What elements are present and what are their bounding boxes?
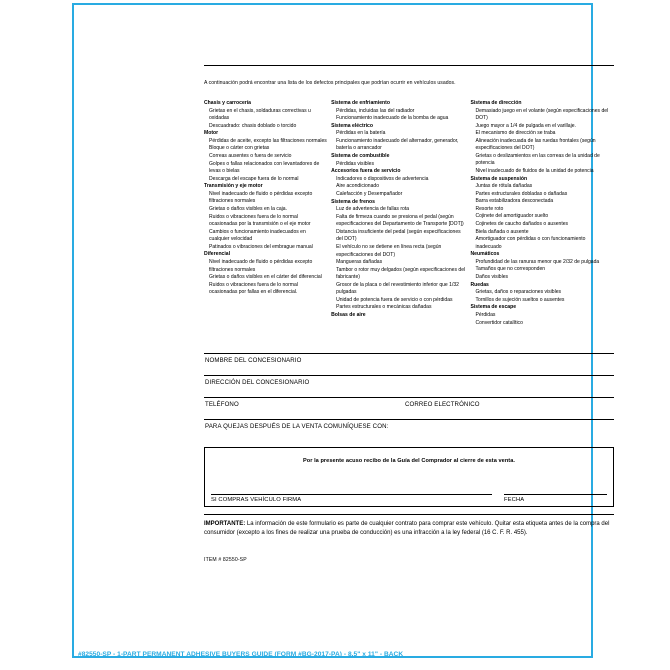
defect-item: Grietas, daños o reparaciones visibles bbox=[475, 289, 562, 296]
defect-group bbox=[470, 176, 610, 252]
intro-paragraph: A continuación podrá encontrar una lista de los defectos principales que podrían ocurrir en vehículos usados. bbox=[204, 80, 456, 86]
defect-item: Pérdidas en la batería bbox=[336, 130, 386, 137]
field-row-contact[interactable] bbox=[204, 397, 614, 419]
defect-group bbox=[470, 304, 610, 327]
defect-group-title: Sistema de enfriamiento bbox=[331, 99, 390, 106]
defect-item: Ruidos o vibraciones fuera de lo normal ocasionadas por la transmisión o el eje motor bbox=[209, 213, 311, 228]
defect-item: Grietas en el chasis, soldaduras correctivas u oxidadas bbox=[209, 107, 311, 122]
document-sheet bbox=[204, 65, 614, 655]
important-label: IMPORTANTE: bbox=[204, 521, 246, 528]
defect-item: Tamaños que no corresponden bbox=[475, 266, 546, 273]
defect-item: Indicadores o dispositivos de advertencia bbox=[336, 175, 429, 182]
defect-item: Falta de firmeza cuando se presiona el pedal (según especificaciones del Departamento de Transporte [DOT]) bbox=[336, 213, 464, 228]
item-number: ITEM # 82550-SP bbox=[204, 556, 247, 563]
defect-group-title: Motor bbox=[204, 130, 219, 137]
defect-item: El mecanismo de dirección se traba bbox=[475, 130, 556, 137]
important-body: La información de este formulario es parte de cualquier contrato para comprar este vehículo. Quitar esta etiqueta antes de la compra del consumidor (excepto a los fines de realizar una prueba de conducción) es una infracción a la ley federal (16 C. F. R. 455). bbox=[204, 521, 610, 537]
defect-group-title: Sistema de suspensión bbox=[470, 175, 528, 182]
defect-group bbox=[331, 100, 466, 123]
defect-item: Partes estructurales o mecánicas dañadas bbox=[336, 304, 432, 311]
defect-item: Funcionamiento inadecuado del alternador, generador, batería o arrancador bbox=[336, 137, 459, 152]
field-row-complaints[interactable] bbox=[204, 419, 614, 441]
defect-group bbox=[331, 199, 466, 313]
field-row-dealer-address[interactable] bbox=[204, 375, 614, 397]
defect-item: Resorte roto bbox=[475, 205, 504, 212]
defect-item: Funcionamiento inadecuado de la bomba de agua bbox=[336, 115, 449, 122]
defect-group-title: Bolsas de aire bbox=[331, 312, 366, 319]
signature-line[interactable] bbox=[211, 494, 492, 495]
phone-label: TELÉFONO bbox=[205, 401, 239, 409]
dealer-address-label: DIRECCIÓN DEL CONCESIONARIO bbox=[205, 379, 310, 387]
defect-item: Demasiado juego en el volante (según especificaciones del DOT) bbox=[475, 107, 609, 122]
defect-group-title: Sistema de frenos bbox=[331, 198, 375, 205]
defect-group bbox=[204, 183, 327, 251]
defect-item: Tornillos de sujeción sueltos o ausentes bbox=[475, 296, 565, 303]
defects-column-3 bbox=[470, 100, 614, 327]
defect-item: Cojinetes de caucho dañados o ausentes bbox=[475, 221, 569, 228]
defect-item: Daños visibles bbox=[475, 274, 509, 281]
defect-item: Calefacción y Desempañador bbox=[336, 190, 403, 197]
receipt-box bbox=[204, 447, 614, 507]
defect-item: Grietas o daños visibles en la caja. bbox=[209, 205, 287, 212]
defect-item: Nivel inadecuado de fluido o pérdidas excepto filtraciones normales bbox=[209, 259, 313, 273]
defect-group bbox=[331, 123, 466, 153]
complaints-label: PARA QUEJAS DESPUÉS DE LA VENTA COMUNÍQUESE CON: bbox=[205, 423, 389, 431]
field-row-dealer-name[interactable] bbox=[204, 353, 614, 375]
defect-item: Luz de advertencia de fallas rota bbox=[336, 206, 410, 213]
defect-item: Nivel inadecuado de fluido o pérdidas excepto filtraciones normales bbox=[209, 190, 313, 205]
defect-item: Biela dañada o ausente bbox=[475, 228, 529, 235]
defect-item: Pérdidas bbox=[475, 312, 496, 319]
defect-item: Amortiguador con pérdidas o con funcionamiento inadecuado bbox=[475, 236, 586, 250]
defect-item: Correas ausentes o fuera de servicio bbox=[209, 152, 292, 159]
defect-item: Tambor o rotor muy delgados (según especificaciones del fabricante) bbox=[336, 266, 466, 281]
date-line[interactable] bbox=[504, 494, 607, 495]
defect-item: Barra estabilizadora desconectada bbox=[475, 198, 554, 205]
defect-item: Grietas o daños visibles en el cárter del diferencial bbox=[209, 274, 322, 281]
footer-caption: #82550-SP - 1-PART PERMANENT ADHESIVE BUYERS GUIDE (FORM #BG-2017-PA) - 8.5" x 11" - BACK bbox=[78, 651, 404, 658]
defect-item: Patinados o vibraciones del embrague manual bbox=[209, 243, 313, 250]
defect-group-title: Sistema de combustible bbox=[331, 152, 390, 159]
defect-group-title: Sistema eléctrico bbox=[331, 122, 373, 129]
dealer-fields bbox=[204, 353, 614, 441]
defect-item: Juntas de rótula dañadas bbox=[475, 183, 533, 190]
document-frame bbox=[72, 3, 610, 658]
defect-item: Cambios o funcionamiento inadecuados en cualquier velocidad bbox=[209, 228, 306, 243]
defect-item: Profundidad de las ranuras menor que 2/32 de pulgada bbox=[475, 258, 600, 265]
defect-group bbox=[204, 130, 327, 183]
defect-group bbox=[331, 168, 466, 198]
defect-group-title: Sistema de escape bbox=[470, 304, 517, 311]
defect-group bbox=[331, 312, 466, 320]
defect-item: Pérdidas, incluidas las del radiador bbox=[336, 107, 415, 114]
defect-item: Pérdidas visibles bbox=[336, 160, 374, 167]
defect-group bbox=[204, 251, 327, 296]
signature-label: SI COMPRAS VEHÍCULO FIRMA bbox=[211, 497, 302, 504]
defect-group-title: Ruedas bbox=[470, 281, 489, 288]
defect-item: Convertidor catalítico bbox=[475, 319, 523, 326]
defect-group-title: Chasis y carrocería bbox=[204, 99, 252, 106]
defect-item: Ruidos o vibraciones fuera de lo normal ocasionadas por fallas en el diferencial. bbox=[209, 281, 298, 296]
defect-item: Pérdidas de aceite, excepto las filtraciones normales bbox=[209, 137, 327, 144]
defect-item: Unidad de potencia fuera de servicio o con pérdidas bbox=[336, 296, 453, 303]
date-label: FECHA bbox=[504, 497, 525, 504]
defect-group bbox=[470, 251, 610, 281]
defects-column-2 bbox=[331, 100, 470, 327]
dealer-name-label: NOMBRE DEL CONCESIONARIO bbox=[205, 357, 302, 365]
defect-item: Partes estructurales dobladas o dañadas bbox=[475, 190, 568, 197]
defect-item: Distancia insuficiente del pedal (según especificaciones del DOT) bbox=[336, 228, 461, 243]
defect-item: Bloque o cárter con grietas bbox=[209, 145, 270, 152]
defect-item: El vehículo no se detiene en línea recta (según especificaciones del DOT) bbox=[336, 243, 442, 258]
defect-item: Grosor de la placa o del revestimiento inferior que 1/32 pulgadas bbox=[336, 281, 459, 296]
important-notice bbox=[204, 514, 614, 538]
defects-list bbox=[204, 100, 614, 327]
defect-group-title: Transmisión y eje motor bbox=[204, 183, 263, 190]
defect-group-title: Sistema de dirección bbox=[470, 99, 522, 106]
defect-item: Alineación inadecuada de las ruedas frontales (según especificaciones del DOT) bbox=[475, 137, 596, 152]
defect-item: Aire acondicionado bbox=[336, 183, 380, 190]
defect-group bbox=[470, 282, 610, 305]
defect-group-title: Diferencial bbox=[204, 251, 231, 258]
receipt-statement: Por la presente acuso recibo de la Guía del Comprador al cierre de esta venta. bbox=[302, 458, 516, 465]
defect-group-title: Accesorios fuera de servicio bbox=[331, 168, 401, 175]
defect-item: Mangueras dañadas bbox=[336, 259, 383, 266]
defect-item: Grietas o deslizamientos en las correas de la unidad de potencia bbox=[475, 152, 600, 167]
defect-item: Cojinete del amortiguador suelto bbox=[475, 213, 549, 220]
defect-group bbox=[204, 100, 327, 130]
defect-item: Nivel inadecuado de fluidos de la unidad de potencia bbox=[475, 168, 594, 175]
defect-item: Descuadrado: chasis doblado o torcido bbox=[209, 122, 297, 129]
defect-item: Golpes o fallas relacionados con levantadores de levas o bielas bbox=[209, 160, 320, 175]
defect-item: Juego mayor a 1/4 de pulgada en el varillaje. bbox=[475, 122, 576, 129]
email-label: CORREO ELECTRÓNICO bbox=[405, 401, 480, 409]
defects-column-1 bbox=[204, 100, 331, 327]
defect-group bbox=[331, 153, 466, 168]
defect-group bbox=[470, 100, 610, 176]
defect-group-title: Neumáticos bbox=[470, 251, 500, 258]
defect-item: Descarga del escape fuera de lo normal bbox=[209, 175, 299, 182]
